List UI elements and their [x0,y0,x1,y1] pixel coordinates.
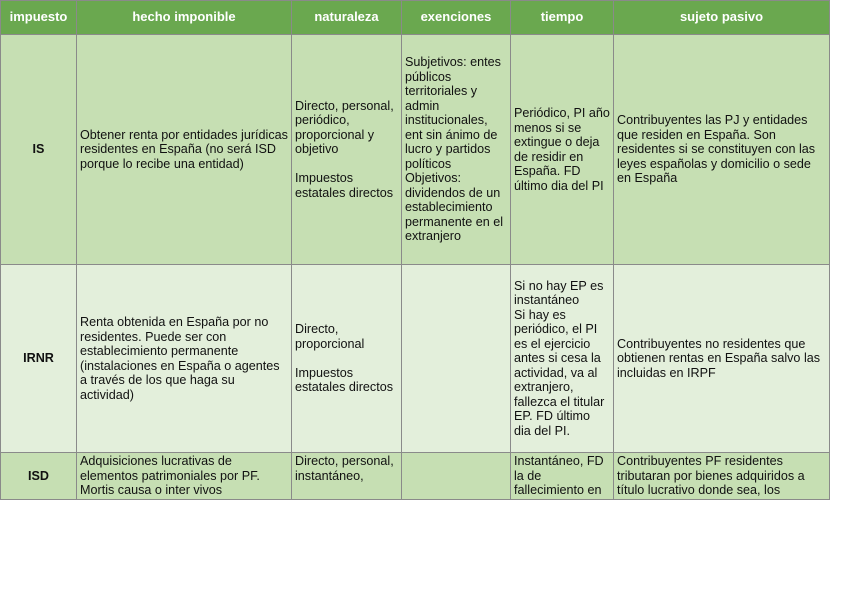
header-hecho-imponible: hecho imponible [77,1,292,35]
cell-sujeto-pasivo: Contribuyentes no residentes que obtienen rentas en España salvo las incluidas en IRPF [614,265,830,453]
table-row [1,453,830,500]
table-row [1,265,830,453]
header-sujeto-pasivo: sujeto pasivo [614,1,830,35]
header-row [1,1,830,35]
cell-impuesto: IS [1,35,77,265]
header-impuesto: impuesto [1,1,77,35]
cell-hecho-imponible: Renta obtenida en España por no residentes. Puede ser con establecimiento permanente (instalaciones en España o agentes a través de los que haga su actividad) [77,265,292,453]
header-tiempo: tiempo [511,1,614,35]
cell-impuesto: ISD [1,453,77,500]
cell-naturaleza: Directo, personal, periódico, proporcional y objetivo Impuestos estatales directos [292,35,402,265]
cell-exenciones [402,453,511,500]
cell-exenciones [402,265,511,453]
cell-sujeto-pasivo: Contribuyentes las PJ y entidades que residen en España. Son residentes si se constituyen con las leyes españolas y domicilio o sede en España [614,35,830,265]
cell-sujeto-pasivo: Contribuyentes PF residentes tributaran por bienes adquiridos a título lucrativo donde sea, los [614,453,830,500]
header-naturaleza: naturaleza [292,1,402,35]
cell-naturaleza: Directo, proporcional Impuestos estatales directos [292,265,402,453]
cell-hecho-imponible: Adquisiciones lucrativas de elementos patrimoniales por PF. Mortis causa o inter vivos [77,453,292,500]
cell-impuesto: IRNR [1,265,77,453]
cell-hecho-imponible: Obtener renta por entidades jurídicas residentes en España (no será ISD porque lo recibe una entidad) [77,35,292,265]
cell-tiempo: Si no hay EP es instantáneo Si hay es periódico, el PI es el ejercicio antes si cesa la actividad, va al extranjero, fallezca el titular EP. FD último dia del PI. [511,265,614,453]
cell-naturaleza: Directo, personal, instantáneo, [292,453,402,500]
cell-exenciones: Subjetivos: entes públicos territoriales y admin institucionales, ent sin ánimo de lucro y partidos políticos Objetivos: dividendos de un establecimiento permanente en el extranjero [402,35,511,265]
cell-tiempo: Periódico, PI año menos si se extingue o deja de residir en España. FD último dia del PI [511,35,614,265]
table-row [1,35,830,265]
header-exenciones: exenciones [402,1,511,35]
cell-tiempo: Instantáneo, FD la de fallecimiento en [511,453,614,500]
